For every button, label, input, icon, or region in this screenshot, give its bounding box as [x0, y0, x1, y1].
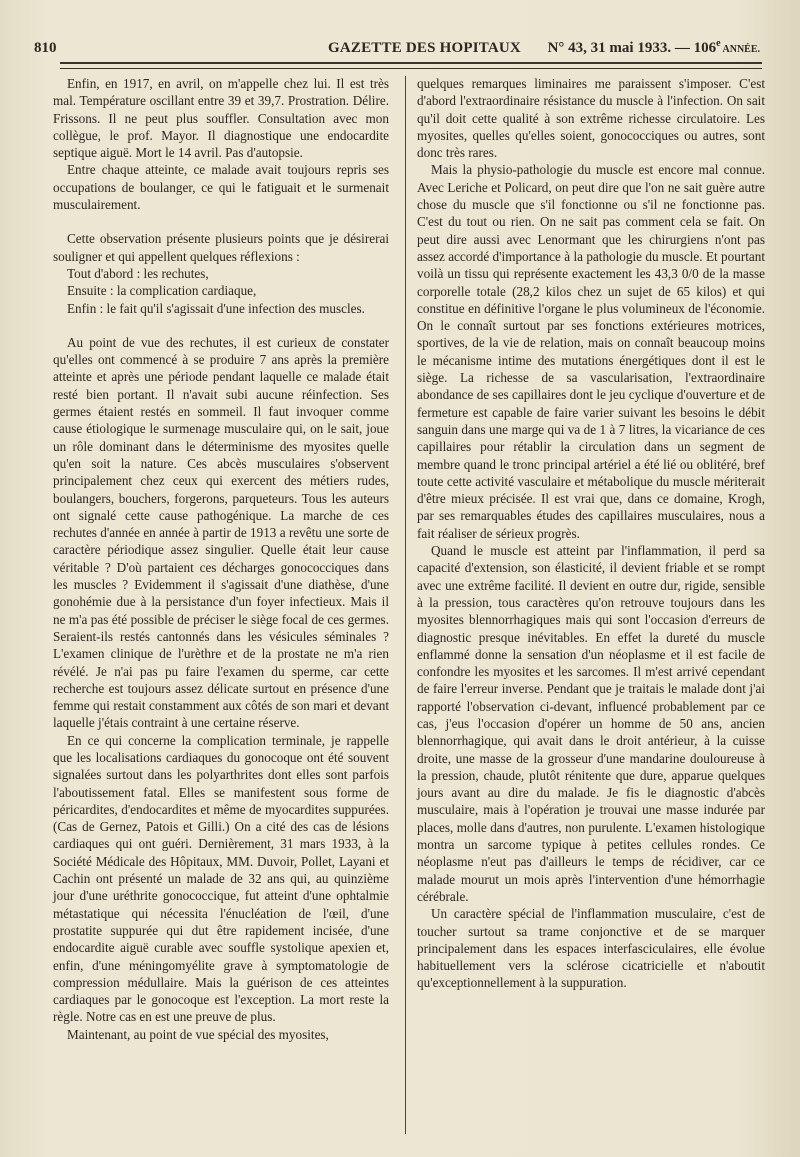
paragraph: En ce qui concerne la complication terminale, je rappelle que les localisations cardiaques du gonocoque ont été souvent signalées surtout dans les polyarthrites dont elles sont parfois l'aboutissement fatal. Elles se manifestent sous forme de péricardites, d'endocardites et même de myocardites suppurées. (Cas de Gernez, Patois et Gilli.) On a cité des cas de lésions cardiaques qui ont guéri. Dernièrement, 31 mars 1933, à la Société Médicale des Hôpitaux, MM. Duvoir, Pollet, Layani et Cachin ont présenté un malade de 32 ans qui, au quinzième jour d'une uréthrite gonococcique, fut atteint d'une ophtalmie métastatique qui nécessita l'énucléation de l'œil, d'une prostatite suppurée qui dut être rapidement incisée, d'une endocardite aiguë curable avec souffle systolique apexien et, enfin, d'une méningomyélite grave à symptomatologie de compression médullaire. Mais la guérison de ces atteintes cardiaques par le gonocoque est l'exception. La mort reste la règle. Notre cas en est une preuve de plus. [53, 732, 389, 1025]
paragraph: quelques remarques liminaires me paraissent s'imposer. C'est d'abord l'extraordinaire résistance du muscle à l'infection. On sait qu'il doit cette qualité à son extrême richesse circulatoire. Les myosites, quelles qu'elles soient, gonococciques ou autres, sont donc très rares. [417, 76, 765, 161]
paragraph: Maintenant, au point de vue spécial des myosites, [67, 1026, 329, 1042]
column-divider [405, 76, 406, 1134]
paragraph: Mais la physio-pathologie du muscle est encore mal connue. Avec Leriche et Policard, on peut dire que l'on ne sait guère autre chose du muscle que s'il fonctionne ou s'il ne fonctionne pas. C'est du tout ou rien. On ne sait pas comment cela se fait. On peut dire aussi avec Lenormant que les chirurgiens n'ont pas assez accordé d'importance à la pathologie du muscle. Et pourtant voilà un tissu qui représente exactement les 43,3 0/0 de la masse corporelle totale (28,2 kilos chez un sujet de 65 kilos) et qui constitue en définitive l'organe le plus volumineux de l'économie. On le connaît surtout par ses fonctions extérieures motrices, sportives, de la vie de relation, mais on connaît beaucoup moins le mécanisme intime des mutations énergétiques dont il est le siège. La richesse de sa vascularisation, l'extraordinaire abondance de ses capillaires dont le jeu cyclique d'ouverture et de fermeture est capable de faire varier suivant les besoins le débit sanguin dans une marge qui va de 1 à 7 litres, la vicariance de ces capillaires pour rétablir la circulation dans un segment de membre quand le tronc principal artériel a été lié ou oblitéré, bref toute cette activité vasculaire et métabolique du muscle mériterait d'être mieux précisée. Il est vrai que, dans ce domaine, Krogh, par ses remarquables études des capillaires musculaires, nous a fait réaliser de sérieux progrès. [417, 162, 765, 541]
issue-suffix: ANNÉE. [720, 44, 760, 55]
page-number: 810 [34, 40, 57, 56]
paragraph: Un caractère spécial de l'inflammation musculaire, c'est de toucher surtout sa trame conjonctive et de se marquer principalement dans les espaces interfasciculaires, elle évolue habituellement vers la sclérose cicatricielle et n'aboutit qu'exceptionnellement à la suppuration. [417, 906, 765, 991]
header-rule-thick [60, 62, 762, 64]
paragraph: Ensuite : la complication cardiaque, [67, 283, 257, 299]
issue-superscript: e [716, 38, 721, 49]
paragraph: Cette observation présente plusieurs points que je désirerai souligner et qui appellent quelques réflexions : [53, 231, 389, 264]
paragraph: Enfin : le fait qu'il s'agissait d'une infection des muscles. [67, 300, 365, 316]
page-header [34, 36, 764, 60]
issue-info [548, 38, 760, 57]
paragraph: Enfin, en 1917, en avril, on m'appelle chez lui. Il est très mal. Température oscillant entre 39 et 39,7. Prostration. Délire. Frissons. Il ne peut plus souffler. Consultation avec mon collègue, le prof. Mayor. Il diagnostique une endocardite septique aiguë. Mort le 14 avril. Pas d'autopsie. [53, 76, 389, 161]
right-column [417, 75, 765, 992]
left-column [53, 75, 389, 1043]
paragraph: Tout d'abord : les rechutes, [67, 265, 209, 281]
issue-number: N° 43, 31 mai 1933. — 106 [547, 40, 717, 56]
header-rule-thin [60, 68, 762, 69]
journal-title: GAZETTE DES HOPITAUX [328, 40, 521, 56]
paragraph: Quand le muscle est atteint par l'inflammation, il perd sa capacité d'extension, son élasticité, il devient friable et se rompt avec une extrême facilité. Il devient en outre dur, rigide, sensible à la pression, tous caractères qu'on retrouve toujours dans les myosites blennorrhagiques mais qui sont l'occasion d'erreurs de diagnostic presque inévitables. En effet la dureté du muscle enflammé donne la sensation d'un néoplasme et il est facile de confondre les myosites et les sarcomes. Il m'est arrivé cependant de faire l'erreur inverse. Pendant que je traitais le malade dont j'ai rapporté l'observation ci-devant, influencé probablement par ce cas, j'eus l'occasion d'opérer un homme de 50 ans, ancien blennorrhagique, qui avait dans le droit antérieur, à la cuisse droite, une masse de la grosseur d'une mandarine douloureuse à la pression, chaude, plutôt rénitente que dure, apparue quelques jours avant au dire du malade. Je fis le diagnostic d'abcès musculaire, mais à l'opération je trouvai une masse indurée par places, molle dans d'autres, non purulente. L'examen histologique montra un sarcome typique à petites cellules rondes. Ce néoplasme n'eut pas d'ailleurs le temps de récidiver, car ce malade mourut un mois après l'intervention d'une hémorrhagie cérébrale. [417, 543, 765, 904]
paragraph: Entre chaque atteinte, ce malade avait toujours repris ses occupations de boulanger, ce qui le fatiguait et le surmenait musculairement. [53, 162, 389, 213]
paragraph: Au point de vue des rechutes, il est curieux de constater qu'elles ont commencé à se produire 7 ans après la première atteinte et après une période pendant laquelle ce malade était resté bien portant. Il n'avait subi aucune réinfection. Ses germes étaient restés en sommeil. Il faut invoquer comme cause étiologique le surmenage musculaire qui, on le sait, joue un rôle dominant dans le déterminisme des myosites quelle qu'en soit la nature. Ces abcès musculaires s'observent principalement chez ceux qui exercent des métiers rudes, boulangers, bouchers, forgerons, parqueteurs. Tous les auteurs ont signalé cette cause pathogénique. La marche de ces rechutes d'année en année à partir de 1913 a revêtu une sorte de caractère périodique assez singulier. Quelle était leur cause véritable ? D'où partaient ces décharges gonococciques dans les muscles ? Evidemment il s'agissait d'une diathèse, d'une gonohémie due à la persistance d'un foyer infectieux. Mais il ne m'a pas été possible de préciser le siège focal de ces germes. Seraient-ils restés cantonnés dans les vésicules séminales ? L'examen clinique de l'urèthre et de la prostate ne m'a rien révélé. Je n'ai pas pu faire l'examen du sperme, car cette recherche est toujours assez délicate surtout en présence d'une femme qui restait constamment aux côtés de son mari et devant laquelle j'étais contraint à une certaine réserve. [53, 334, 389, 731]
